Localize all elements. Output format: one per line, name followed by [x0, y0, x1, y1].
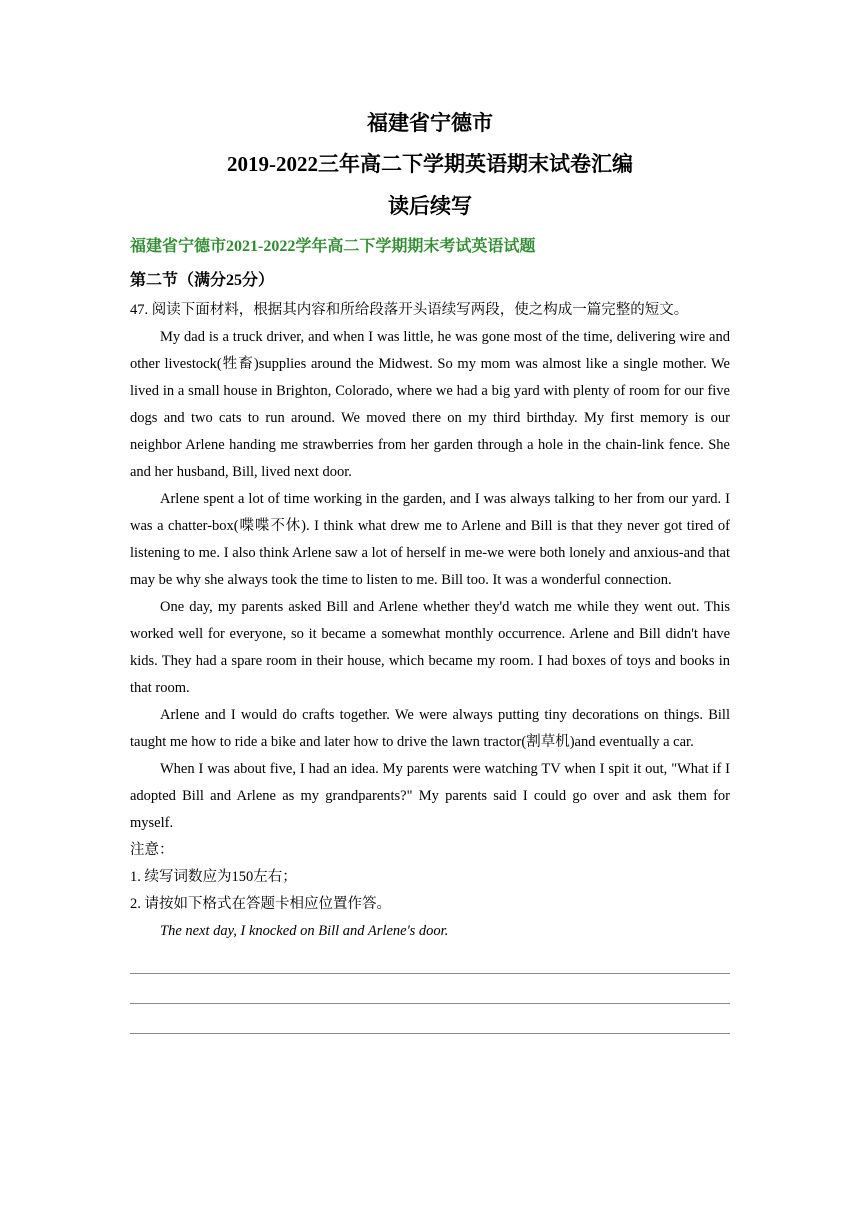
document-subtitle: 读后续写: [388, 194, 472, 218]
question-body: [130, 297, 730, 1035]
passage-paragraph: Arlene spent a lot of time working in the garden, and I was always talking to her from our yard. I was a chatter-box(喋喋不休). I think what drew me to Arlene and Bill is that they never got tired of listening to me. I also think Arlene saw a lot of herself in me-we were both lonely and anxious-and that may be why she always took the time to listen to me. Bill too. It was a wonderful connection.: [130, 491, 730, 588]
passage-paragraph: My dad is a truck driver, and when I was little, he was gone most of the time, delivering wire and other livestock(牲畜)supplies around the Midwest. So my mom was almost like a single mother. We lived in a small house in Brighton, Colorado, where we had a big yard with plenty of room for our five dogs and two cats to run around. We moved there on my third birthday. My first memory is our neighbor Arlene handing me strawberries from her garden through a hole in the chain-link fence. She and her husband, Bill, lived next door.: [130, 329, 730, 480]
note-item: 2. 请按如下格式在答题卡相应位置作答。: [130, 896, 391, 912]
document-region-title: 福建省宁德市: [367, 111, 493, 135]
answer-line: [130, 1003, 730, 1005]
note-item: 1. 续写词数应为150左右；: [130, 869, 297, 885]
passage-paragraph: When I was about five, I had an idea. My parents were watching TV when I spit it out, "What if I adopted Bill and Arlene as my grandparents?" My parents said I could go over and ask them for myself.: [130, 761, 730, 831]
answer-line: [130, 1033, 730, 1035]
document-main-title: 2019-2022三年高二下学期英语期末试卷汇编: [227, 152, 633, 176]
exam-source-heading: 福建省宁德市2021-2022学年高二下学期期末考试英语试题: [130, 238, 536, 255]
continuation-starter: The next day, I knocked on Bill and Arlene's door.: [160, 923, 449, 939]
part-heading: 第二节（满分25分）: [130, 272, 275, 289]
passage-paragraph: One day, my parents asked Bill and Arlene whether they'd watch me while they went out. This worked well for everyone, so it became a somewhat monthly occurrence. Arlene and Bill didn't have kids. They had a spare room in their house, which became my room. I had boxes of toys and books in that room.: [130, 599, 730, 696]
notes-label: 注意：: [130, 842, 174, 858]
passage-paragraph: Arlene and I would do crafts together. We were always putting tiny decorations on things. Bill taught me how to ride a bike and later how to drive the lawn tractor(割草机)and eventually a car.: [130, 707, 730, 750]
question-instruction: 47. 阅读下面材料，根据其内容和所给段落开头语续写两段，使之构成一篇完整的短文。: [130, 302, 689, 318]
answer-line: [130, 973, 730, 975]
